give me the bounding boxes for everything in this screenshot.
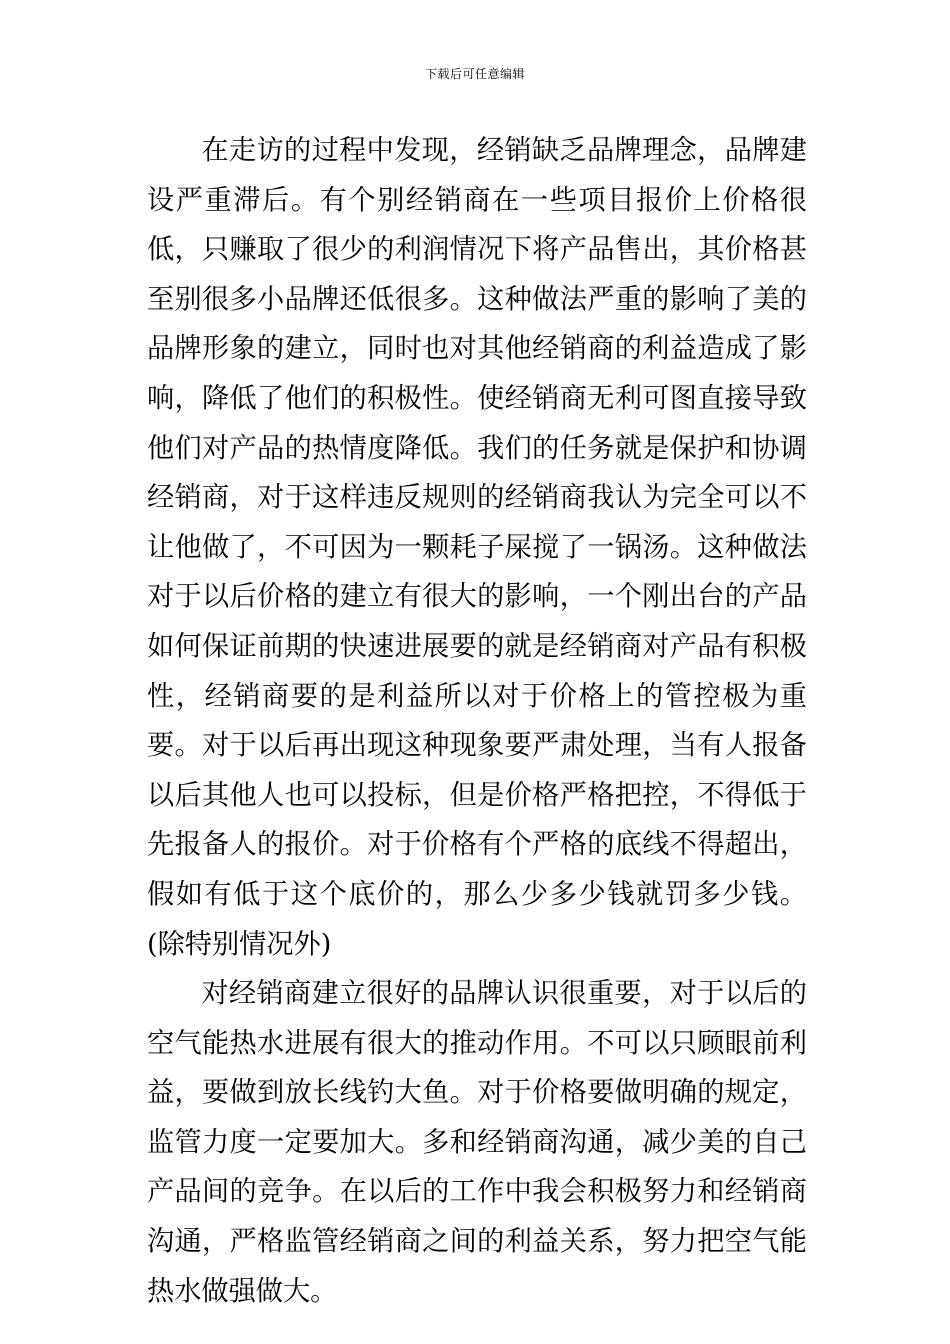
- page-header: 下载后可任意编辑: [424, 67, 525, 81]
- paragraph-1: 在走访的过程中发现，经销缺乏品牌理念，品牌建设严重滞后。有个别经销商在一些项目报价上价格很低，只赚取了很少的利润情况下将产品售出，其价格甚至别很多小品牌还低很多。这种做法严重的影响了美的品牌形象的建立，同时也对其他经销商的利益造成了影响，降低了他们的积极性。使经销商无利可图直接导致他们对产品的热情度降低。我们的任务就是保护和协调经销商，对于这样违反规则的经销商我认为完全可以不让他做了，不可因为一颗耗子屎搅了一锅汤。这种做法对于以后价格的建立有很大的影响，一个刚出台的产品如何保证前期的快速进展要的就是经销商对产品有积极性，经销商要的是利益所以对于价格上的管控极为重要。对于以后再出现这种现象要严肃处理，当有人报备以后其他人也可以投标，但是价格严格把控，不得低于先报备人的报价。对于价格有个严格的底线不得超出，假如有低于这个底价的，那么少多少钱就罚多少钱。(除特别情况外): [147, 135, 807, 960]
- paragraph-2: 对经销商建立很好的品牌认识很重要，对于以后的空气能热水进展有很大的推动作用。不可以只顾眼前利益，要做到放长线钓大鱼。对于价格要做明确的规定，监管力度一定要加大。多和经销商沟通，减少美的自己产品间的竞争。在以后的工作中我会积极努力和经销商沟通，严格监管经销商之间的利益关系，努力把空气能热水做强做大。: [147, 978, 807, 1307]
- document-body: [147, 126, 807, 1316]
